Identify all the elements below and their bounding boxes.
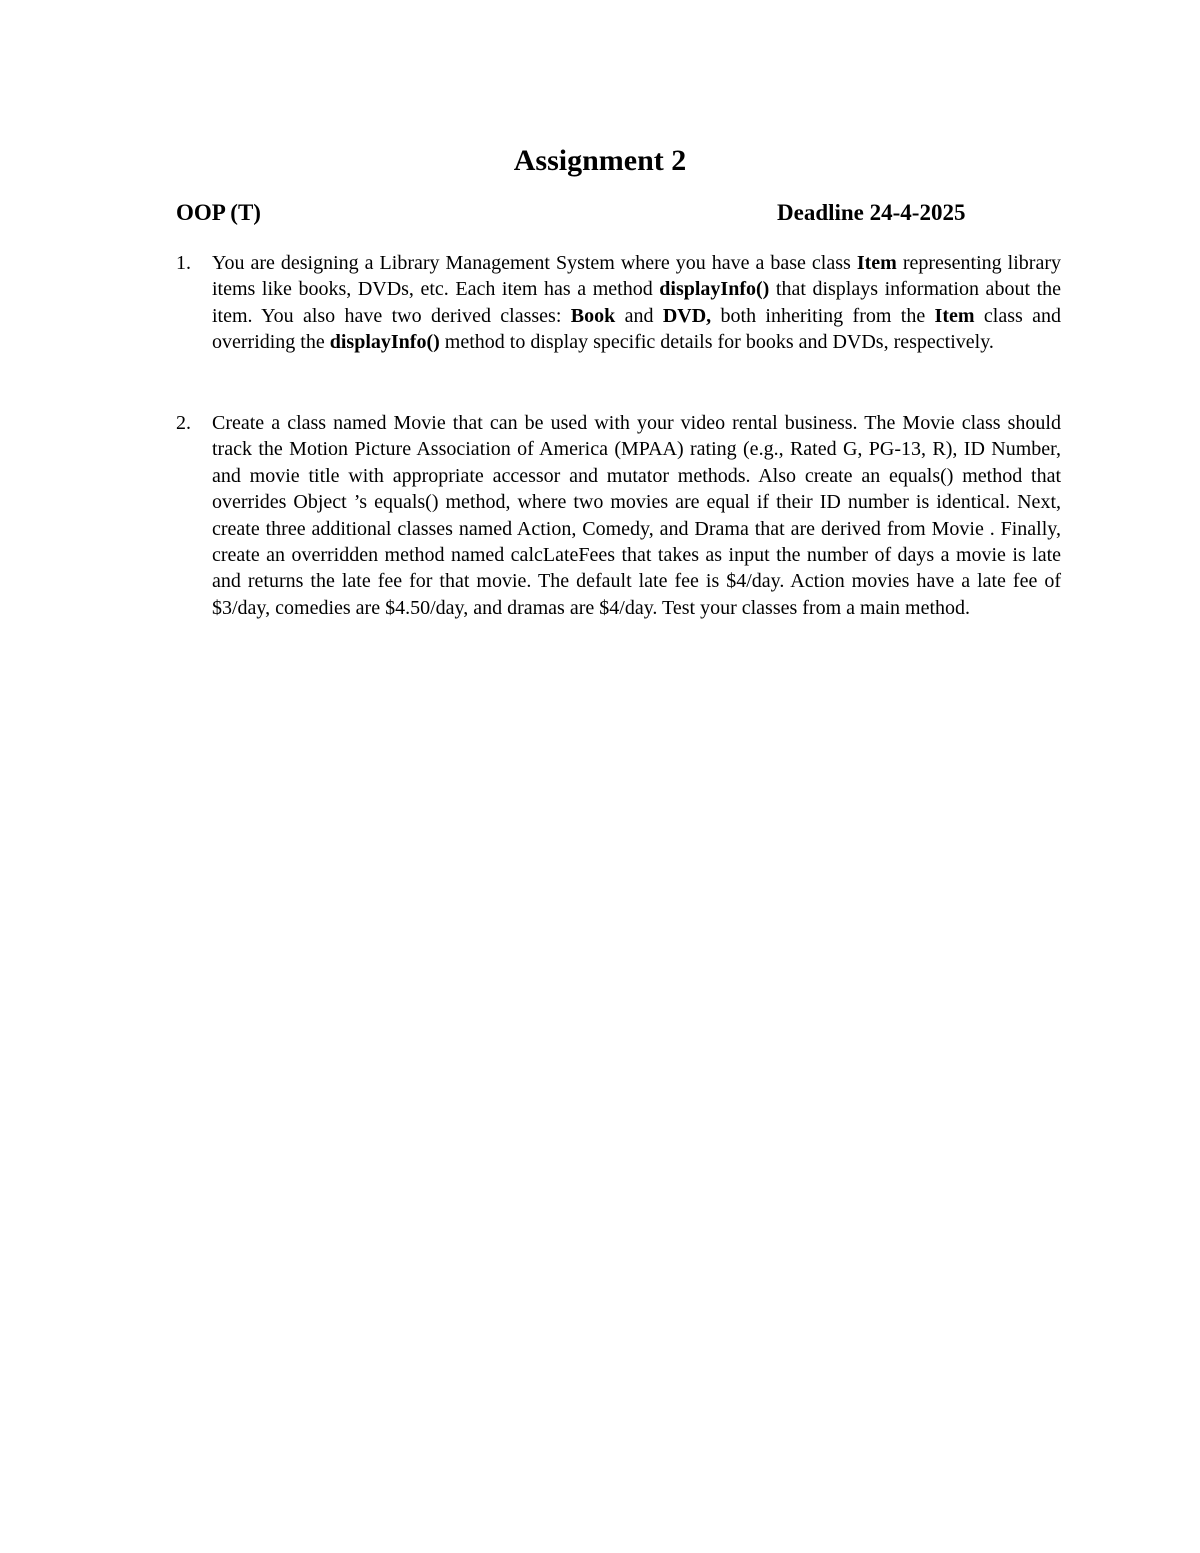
- question-number: 1.: [176, 252, 191, 274]
- class-name-book: Book: [570, 304, 616, 327]
- question-text-segment: class and overriding the: [212, 304, 1061, 354]
- method-name-displayinfo: displayInfo(): [329, 331, 440, 354]
- question-text-segment: and: [615, 304, 663, 327]
- question-text-segment: both inheriting from the: [711, 304, 935, 327]
- method-name-displayinfo: displayInfo(): [659, 278, 770, 301]
- question-text-segment: representing library items like books, DVDs, etc. Each item has a method: [212, 252, 1061, 301]
- class-name-item: Item: [934, 304, 975, 327]
- course-label: OOP (T): [176, 200, 261, 225]
- question-text-segment: You are designing a Library Management System where you have a base class: [212, 252, 857, 274]
- question-2: [176, 410, 1061, 621]
- class-name-dvd: DVD,: [662, 304, 712, 327]
- deadline-label: Deadline 24-4-2025: [777, 200, 966, 225]
- question-text: Create a class named Movie that can be used with your video rental business. The Movie class should track the Motion Picture Association of America (MPAA) rating (e.g., Rated G, PG-13, R), ID Number, and movie title with appropriate accessor and mutator methods. Also create an equals() method that overrides Object ’s equals() method, where two movies are equal if their ID number is identical. Next, create three additional classes named Action, Comedy, and Drama that are derived from Movie . Finally, create an overridden method named calcLateFees that takes as input the number of days a movie is late and returns the late fee for that movie. The default late fee is $4/day. Action movies have a late fee of $3/day, comedies are $4.50/day, and dramas are $4/day. Test your classes from a main method.: [212, 412, 1061, 619]
- question-1: [176, 250, 1061, 356]
- question-number: 2.: [176, 412, 191, 434]
- page-title: Assignment 2: [513, 144, 687, 177]
- question-text-segment: method to display specific details for books and DVDs, respectively.: [439, 331, 994, 354]
- question-text: [212, 250, 1061, 356]
- question-text-segment: that displays information about the item. You also have two derived classes:: [212, 278, 1061, 327]
- class-name-item: Item: [856, 252, 897, 274]
